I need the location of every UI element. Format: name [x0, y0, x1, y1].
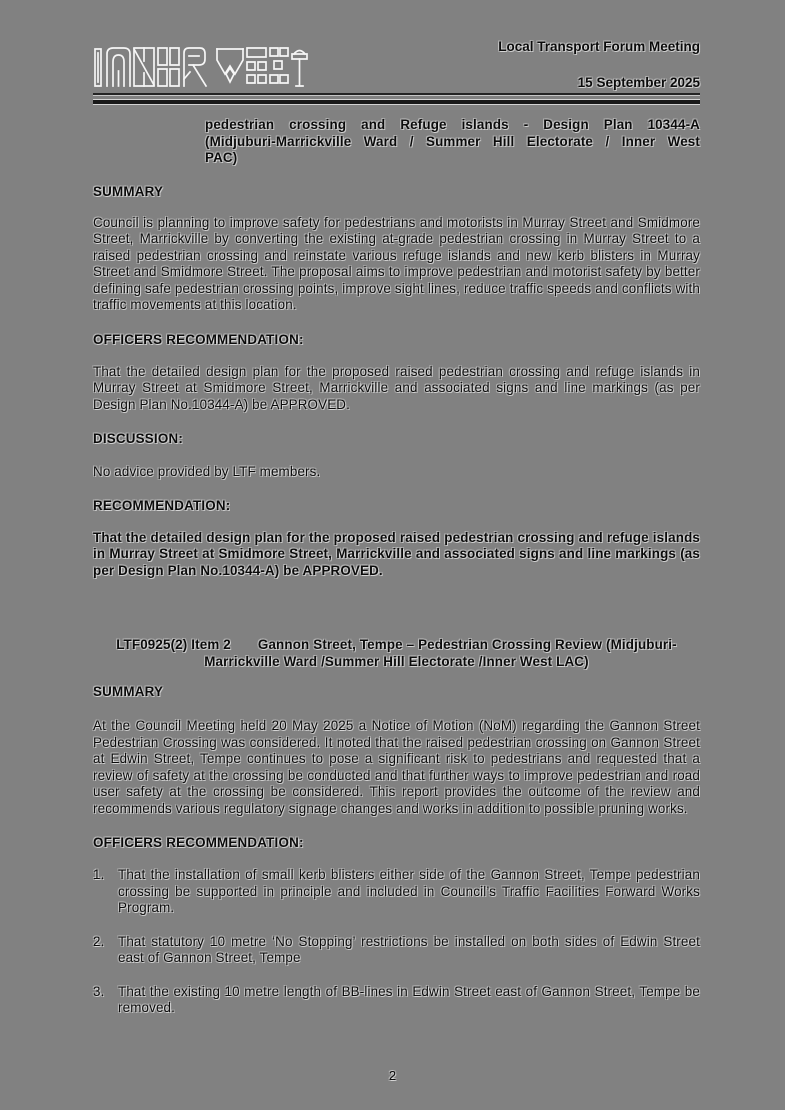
header-rule-thin-line [93, 93, 700, 95]
item1-discussion-text: No advice provided by LTF members. [93, 464, 321, 479]
inner-west-logo-icon [93, 45, 309, 90]
meeting-title: Local Transport Forum Meeting [498, 39, 700, 54]
item2-code: LTF0925(2) Item 2 [116, 637, 231, 652]
list-item [93, 984, 700, 1017]
item1-title-line2: (Midjuburi-Marrickville Ward / Summer Hill Electorate / Inner West [205, 133, 700, 149]
item1-officers-text: That the detailed design plan for the proposed raised pedestrian crossing and refuge islands in Murray Street at Smidmore Street, Marrickville and associated signs and line markings (as per Design Plan No.10344-A) be APPROVED. [93, 363, 700, 412]
item2-title: Gannon Street, Tempe – Pedestrian Crossing Review (Midjuburi-Marrickville Ward /Summer Hill Electorate /Inner West LAC) [204, 637, 677, 669]
header-rule-thick-line [93, 100, 700, 104]
item1-officers-heading: OFFICERS RECOMMENDATION: [93, 331, 304, 347]
item1-summary-heading: SUMMARY [93, 183, 164, 199]
item2-heading [93, 637, 700, 670]
item1-title-line3: PAC) [205, 150, 238, 165]
item2-summary-heading: SUMMARY [93, 684, 164, 699]
header-rule [93, 93, 700, 104]
item1-title [205, 117, 700, 167]
header-meta [498, 38, 700, 90]
meeting-date: 15 September 2025 [577, 75, 700, 90]
list-item [93, 867, 700, 917]
list-item-number: 2. [93, 933, 105, 949]
list-item-number: 3. [93, 983, 105, 999]
item1-summary-text: Council is planning to improve safety for pedestrians and motorists in Murray Street and Smidmore Street, Marrickville by converting the existing at-grade pedestrian crossing in Murray Street to a raised pedestrian crossing and reinstate various refuge islands and new kerb blisters in Murray Street and Smidmore Street. The proposal aims to improve pedestrian and motorist safety by better defining safe pedestrian crossing points, improve sight lines, reduce traffic speeds and conflicts with traffic movements at this location. [93, 214, 700, 312]
page-number: 2 [388, 1068, 397, 1083]
item2-recommendation-list [93, 867, 700, 1017]
list-item-text: That the existing 10 metre length of BB-lines in Edwin Street east of Gannon Street, Tempe be removed. [118, 983, 700, 1015]
item1-recommendation-heading: RECOMMENDATION: [93, 497, 231, 513]
item2-officers-heading: OFFICERS RECOMMENDATION: [93, 835, 304, 850]
item1-discussion-heading: DISCUSSION: [93, 431, 183, 446]
list-item-text: That the installation of small kerb blisters either side of the Gannon Street, Tempe pedestrian crossing be supported in principle and included in Council’s Traffic Facilities Forward Works Program. [118, 867, 700, 915]
item1-recommendation-text: That the detailed design plan for the proposed raised pedestrian crossing and refuge islands in Murray Street at Smidmore Street, Marrickville and associated signs and line markings (as per Design Plan No.10344-A) be APPROVED. [93, 529, 700, 578]
item2-summary-text: At the Council Meeting held 20 May 2025 a Notice of Motion (NoM) regarding the Gannon Street Pedestrian Crossing was considered. It noted that the raised pedestrian crossing on Gannon Street at Edwin Street, Tempe continues to pose a significant risk to pedestrians and requested that a review of safety at the crossing be conducted and that further ways to improve pedestrian and road user safety at the crossing be considered. This report provides the outcome of the review and recommends various regulatory signage changes and works in addition to possible pruning works. [93, 718, 700, 816]
document-header [93, 0, 700, 90]
list-item-number: 1. [93, 867, 105, 882]
item1-title-line1: pedestrian crossing and Refuge islands - Design Plan 10344-A [205, 117, 700, 132]
list-item-text: That statutory 10 metre ‘No Stopping’ restrictions be installed on both sides of Edwin Street east of Gannon Street, Tempe [118, 933, 700, 965]
list-item [93, 934, 700, 967]
